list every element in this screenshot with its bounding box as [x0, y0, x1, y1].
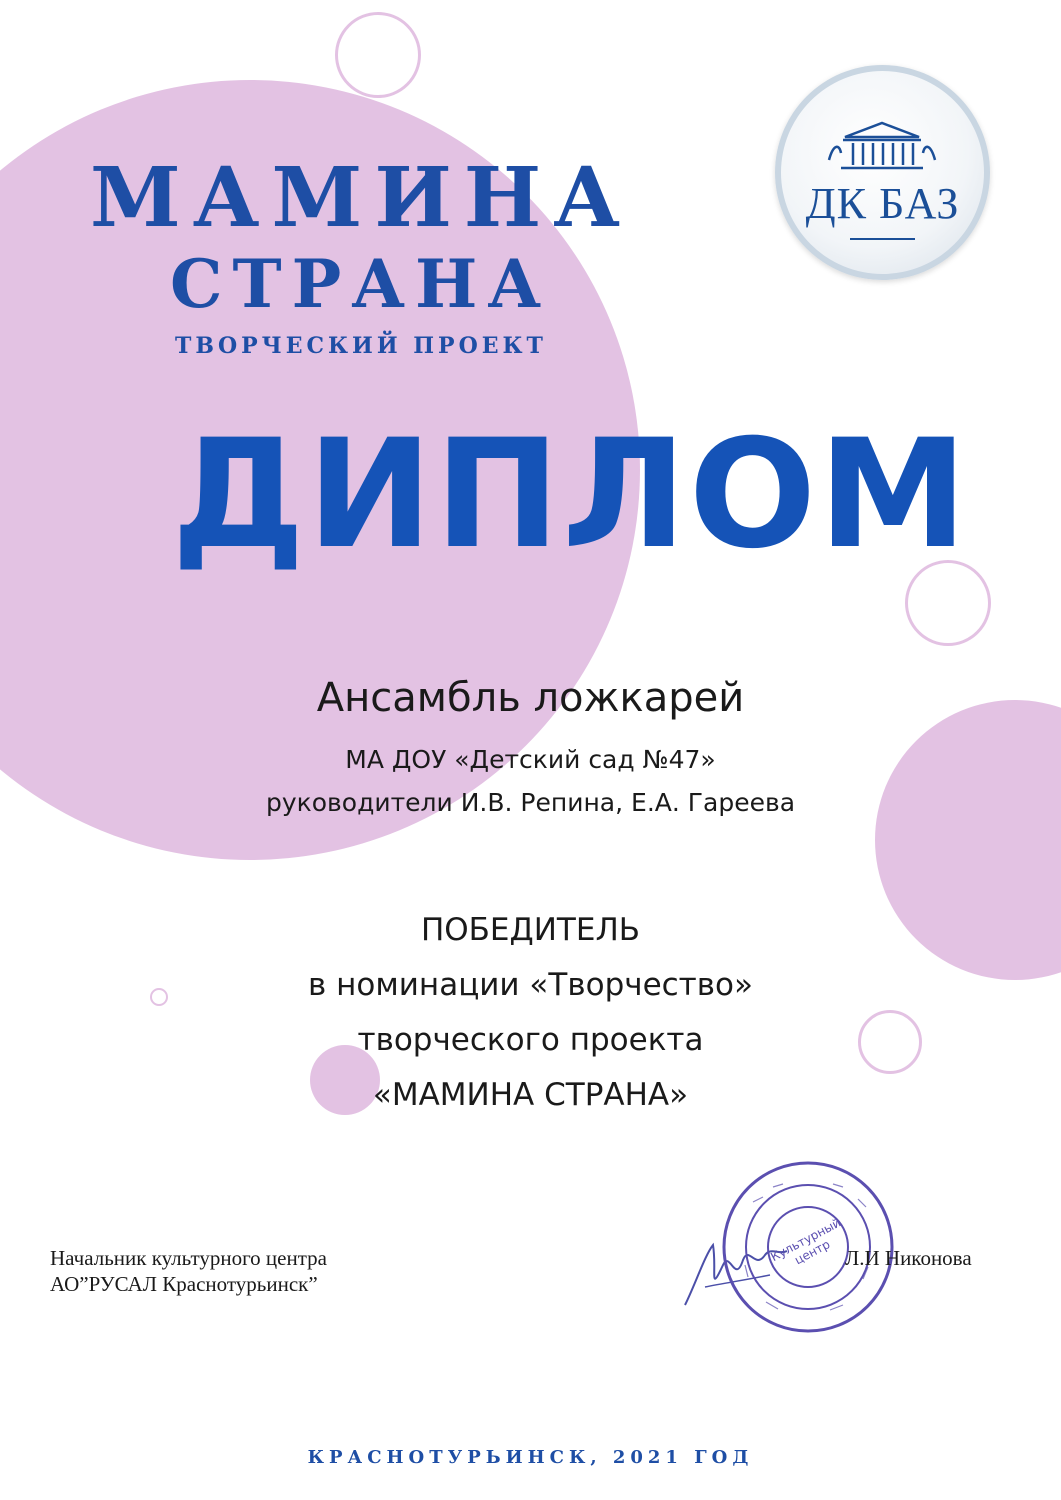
footer-city-year: КРАСНОТУРЬИНСК, 2021 ГОД	[307, 1447, 754, 1468]
stamp-center-text: Культурный центр	[768, 1215, 844, 1268]
building-columns-icon	[825, 115, 940, 175]
logo-text: ДК БАЗ	[805, 179, 960, 228]
signer-position-line1: Начальник культурного центра	[50, 1246, 327, 1270]
award-status: ПОБЕДИТЕЛЬ	[420, 912, 641, 948]
award-project-label: творческого проекта	[357, 1022, 704, 1058]
diploma-title: ДИПЛОМ	[171, 408, 970, 582]
logo-underline	[850, 238, 915, 240]
award-nomination: в номинации «Творчество»	[308, 967, 753, 1003]
signer-name: Л.И Никонова	[845, 1246, 972, 1270]
recipient-organization: МА ДОУ «Детский сад №47»	[345, 745, 716, 774]
recipient-leaders: руководители И.В. Репина, Е.А. Гареева	[265, 788, 796, 817]
brand-title-line2: СТРАНА	[170, 245, 552, 323]
signer-position-line2: АО”РУСАЛ Краснотурьинск”	[50, 1272, 318, 1296]
brand-subtitle: ТВОРЧЕСКИЙ ПРОЕКТ	[175, 333, 547, 359]
recipient-name: Ансамбль ложкарей	[316, 675, 745, 721]
top-ring	[335, 12, 421, 98]
brand-title-line1: МАМИНА	[90, 150, 633, 246]
award-project-name: «МАМИНА СТРАНА»	[372, 1077, 689, 1113]
